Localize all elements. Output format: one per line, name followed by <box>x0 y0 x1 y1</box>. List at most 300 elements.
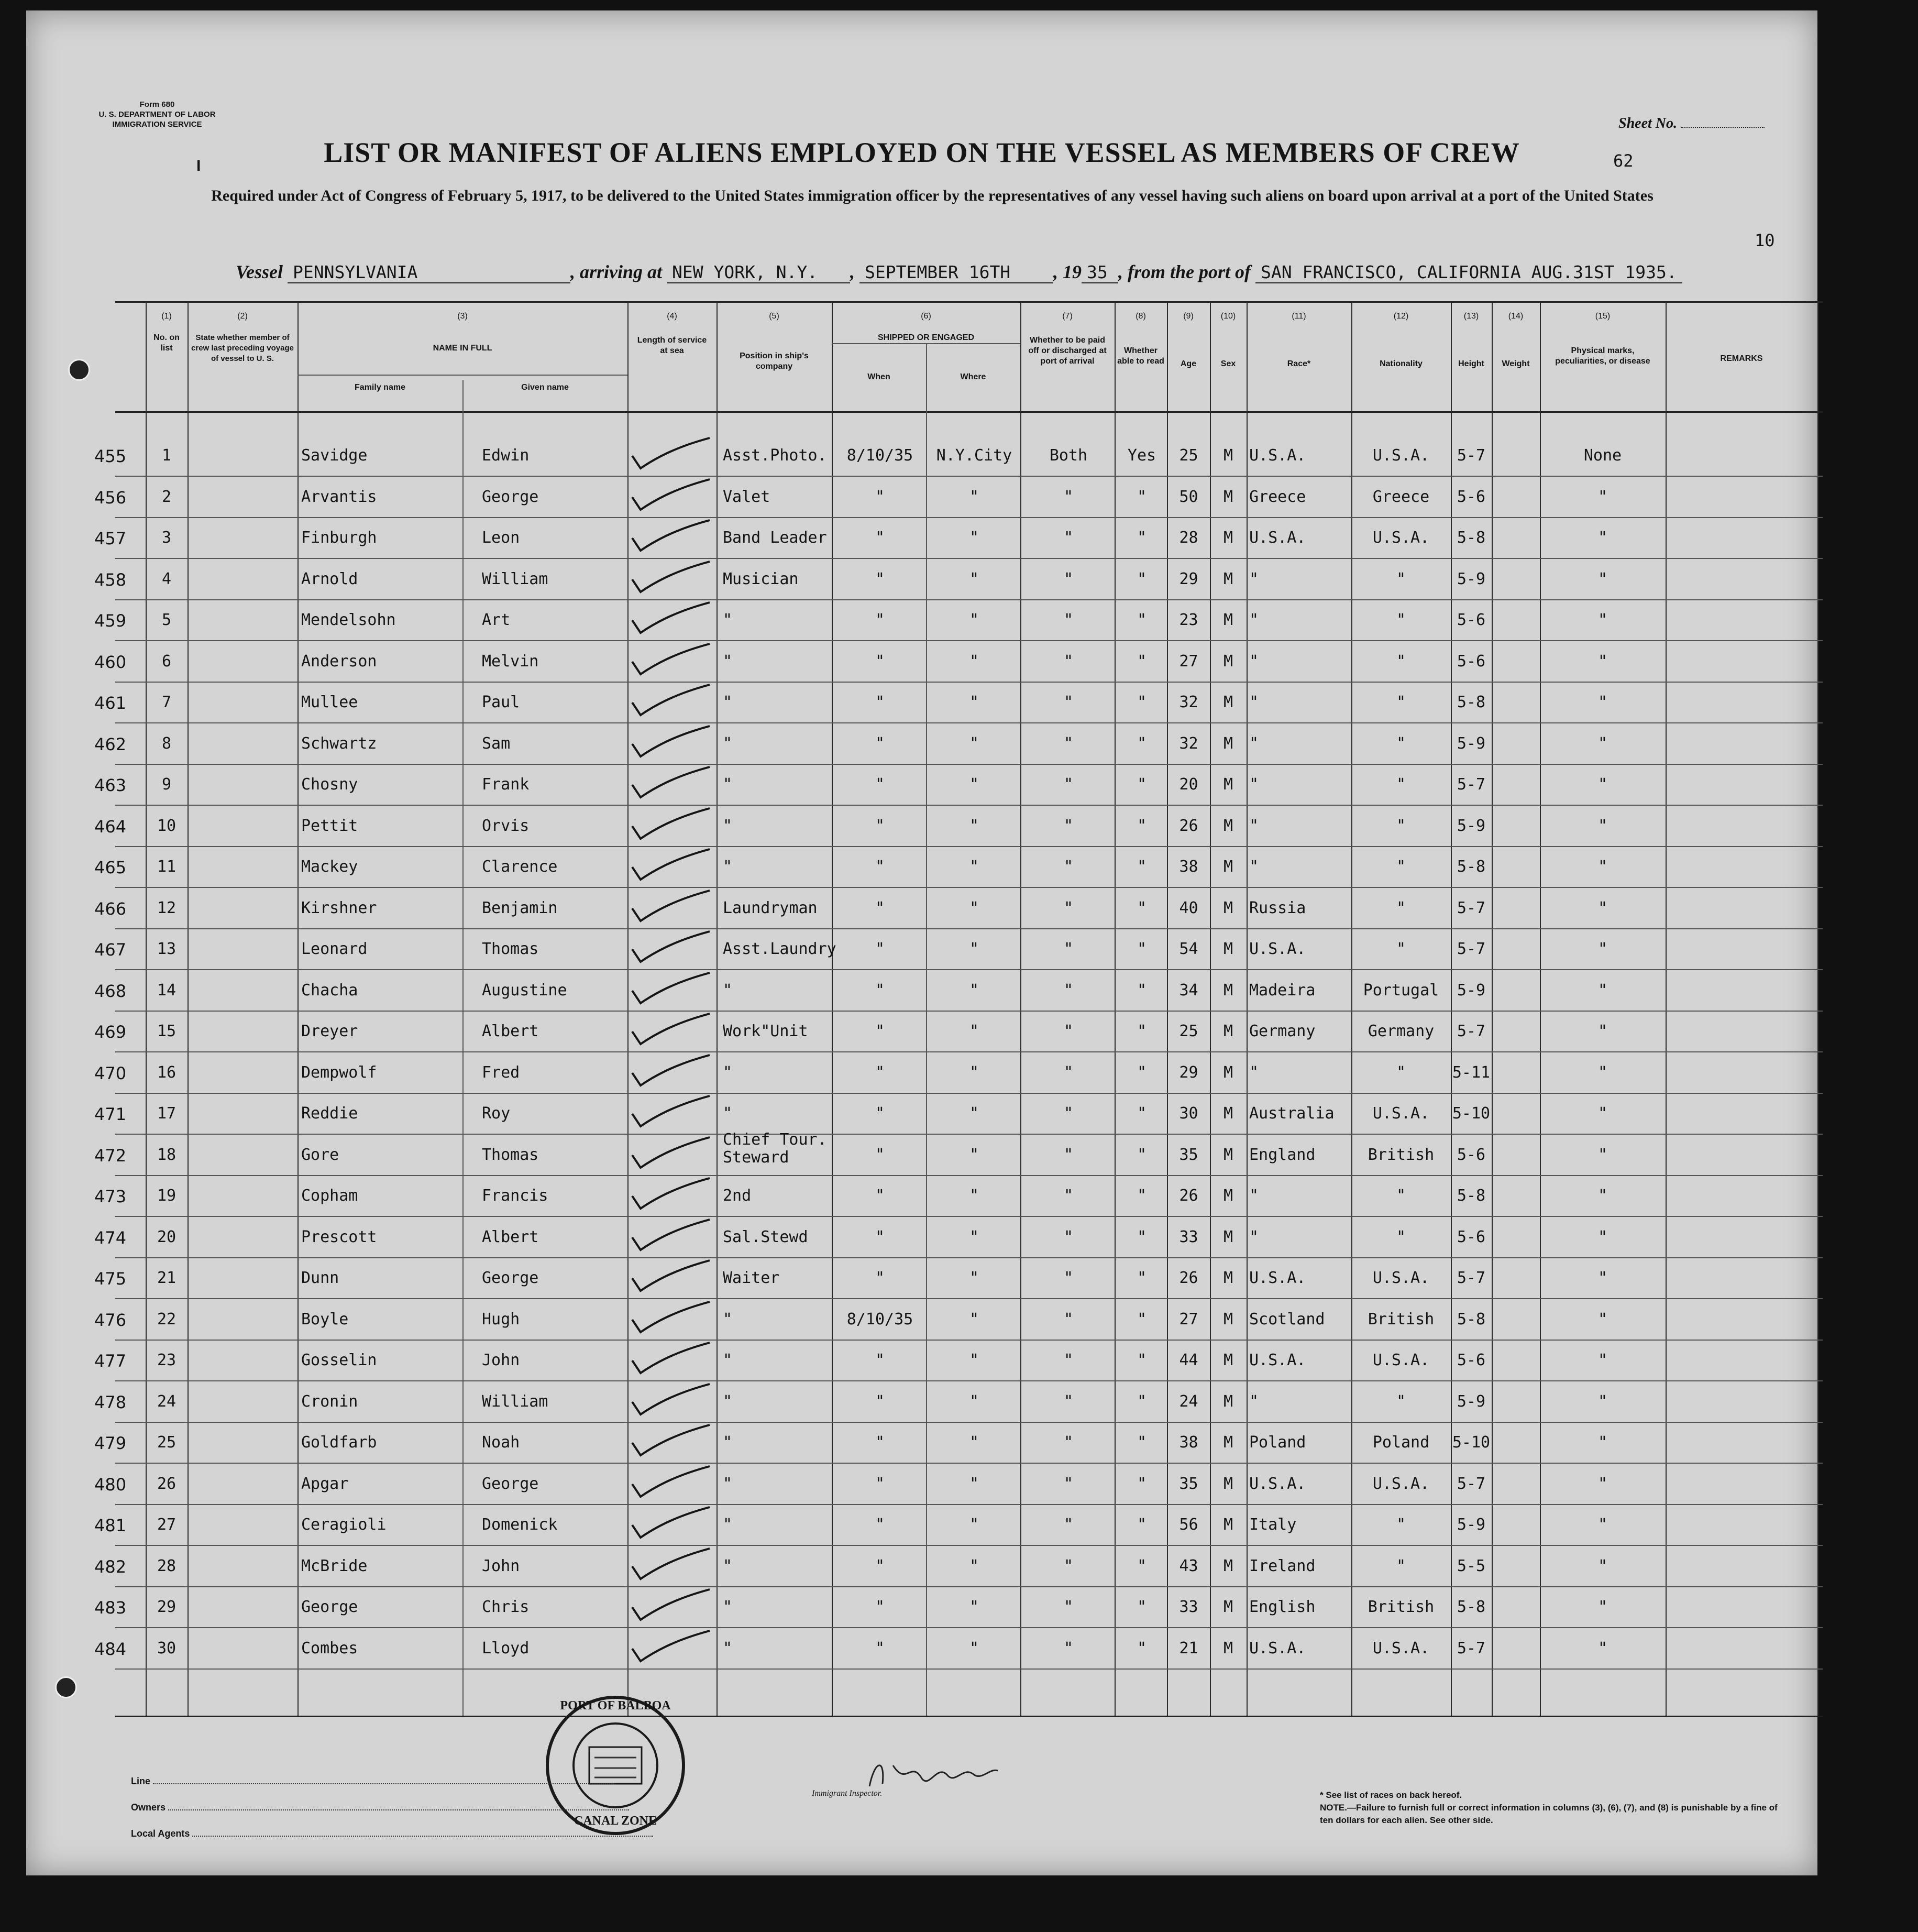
cell-marks: " <box>1597 1269 1608 1287</box>
col-15-label: Physical marks, peculiarities, or disease <box>1555 346 1650 366</box>
cell-age: 21 <box>1179 1639 1198 1657</box>
cell-family: Gore <box>301 1145 339 1164</box>
manifest-number: 476 <box>94 1310 127 1330</box>
cell-n: 13 <box>157 940 177 958</box>
cell-family: Cronin <box>301 1392 358 1411</box>
cell-family: Prescott <box>301 1227 377 1246</box>
cell-sex: M <box>1223 693 1233 711</box>
cell-n: 14 <box>157 981 177 1000</box>
cell-n: 23 <box>157 1351 177 1369</box>
cell-n: 30 <box>157 1639 177 1657</box>
cell-read: " <box>1137 981 1147 1000</box>
manifest-number: 470 <box>94 1063 127 1083</box>
cell-height: 5-9 <box>1457 981 1486 1000</box>
cell-when: " <box>875 940 885 958</box>
cell-nat: " <box>1396 1516 1406 1534</box>
cell-height: 5-9 <box>1457 569 1486 588</box>
check-mark <box>626 1629 715 1665</box>
cell-marks: " <box>1597 487 1608 506</box>
cell-marks: " <box>1597 734 1608 753</box>
col-7-label: Whether to be paid off or discharged at port of arrival <box>1028 336 1107 366</box>
cell-nat: " <box>1396 816 1406 835</box>
check-mark <box>626 600 715 637</box>
cell-nat: " <box>1396 1556 1406 1575</box>
manifest-number: 482 <box>94 1556 127 1577</box>
cell-n: 1 <box>161 446 172 465</box>
cell-marks: " <box>1597 611 1608 629</box>
cell-marks: " <box>1597 529 1608 547</box>
cell-paid: " <box>1063 1556 1074 1575</box>
col-4-label: Length of service at sea <box>637 336 707 355</box>
cell-nat: " <box>1396 611 1406 629</box>
cell-pos: " <box>723 1063 733 1082</box>
cell-nat: Poland <box>1372 1433 1430 1452</box>
cell-pos: " <box>723 1598 733 1616</box>
cell-given: Thomas <box>482 940 539 958</box>
cell-given: Domenick <box>482 1516 558 1534</box>
col-9-label: Age <box>1180 359 1197 368</box>
manifest-number: 457 <box>94 529 127 548</box>
cell-when: " <box>875 1145 885 1164</box>
cell-age: 54 <box>1179 940 1198 958</box>
cell-height: 5-10 <box>1452 1433 1491 1452</box>
cell-age: 23 <box>1179 611 1198 629</box>
cell-sex: M <box>1223 940 1233 958</box>
table-row <box>94 476 1823 518</box>
table-row <box>94 805 1823 847</box>
note-races: * See list of races on back hereof. <box>1320 1790 1462 1800</box>
cell-sex: M <box>1223 1556 1233 1575</box>
line-blank <box>153 1783 614 1784</box>
cell-race: " <box>1249 652 1259 671</box>
cell-read: " <box>1137 816 1147 835</box>
page-title: LIST OR MANIFEST OF ALIENS EMPLOYED ON THE VESSEL AS MEMBERS OF CREW <box>324 137 1520 168</box>
table-row <box>94 682 1823 723</box>
cell-nat: Portugal <box>1363 981 1439 1000</box>
cell-race: " <box>1249 1227 1259 1246</box>
cell-height: 5-9 <box>1457 734 1486 753</box>
cell-given: Lloyd <box>482 1639 530 1657</box>
cell-pos: " <box>723 1104 733 1123</box>
cell-paid: " <box>1063 1351 1074 1369</box>
table-row <box>94 558 1823 600</box>
cell-nat: U.S.A. <box>1372 1474 1430 1493</box>
col-9-num: (9) <box>1183 312 1194 321</box>
check-mark <box>626 642 715 678</box>
cell-n: 12 <box>157 898 177 917</box>
check-mark <box>626 806 715 843</box>
cell-family: Ceragioli <box>301 1516 387 1534</box>
col-1-label: No. on list <box>153 333 180 353</box>
cell-family: Schwartz <box>301 734 377 753</box>
cell-race: Poland <box>1249 1433 1306 1452</box>
cell-paid: " <box>1063 611 1074 629</box>
manifest-number: 479 <box>94 1433 127 1453</box>
cell-sex: M <box>1223 1392 1233 1411</box>
cell-race: English <box>1249 1598 1316 1616</box>
cell-height: 5-5 <box>1457 1556 1486 1575</box>
table-row <box>94 1299 1823 1340</box>
cell-family: Mendelsohn <box>301 611 396 629</box>
cell-when: " <box>875 611 885 629</box>
cell-nat: " <box>1396 858 1406 876</box>
manifest-number: 472 <box>94 1145 127 1166</box>
cell-n: 15 <box>157 1022 177 1040</box>
cell-marks: " <box>1597 1310 1608 1329</box>
cell-race: " <box>1249 1392 1259 1411</box>
cell-age: 28 <box>1179 529 1198 547</box>
sheet-blank <box>1681 127 1765 128</box>
agents-field <box>131 1828 653 1839</box>
cell-family: Anderson <box>301 652 377 671</box>
cell-paid: " <box>1063 652 1074 671</box>
cell-family: Mullee <box>301 693 358 711</box>
cell-height: 5-8 <box>1457 693 1486 711</box>
cell-sex: M <box>1223 1598 1233 1616</box>
cell-pos: " <box>723 693 733 711</box>
cell-pos: " <box>723 1392 733 1411</box>
cell-marks: " <box>1597 1104 1608 1123</box>
check-mark <box>626 1341 715 1377</box>
cell-n: 8 <box>161 734 172 753</box>
check-mark <box>626 477 715 514</box>
cell-when: " <box>875 1598 885 1616</box>
cell-given: Frank <box>482 775 530 794</box>
cell-n: 19 <box>157 1187 177 1205</box>
col-2-label: State whether member of crew last preceding voyage of vessel to U. S. <box>191 333 294 363</box>
cell-where: " <box>969 1063 979 1082</box>
stamp-bottom: CANAL ZONE <box>574 1814 657 1828</box>
cell-nat: British <box>1368 1598 1435 1616</box>
cell-height: 5-6 <box>1457 1351 1486 1369</box>
col-6-when: When <box>867 372 890 381</box>
cell-n: 2 <box>161 487 172 506</box>
cell-read: " <box>1137 1516 1147 1534</box>
cell-nat: British <box>1368 1310 1435 1329</box>
cell-where: " <box>969 775 979 794</box>
cell-sex: M <box>1223 652 1233 671</box>
cell-sex: M <box>1223 1187 1233 1205</box>
cell-when: " <box>875 816 885 835</box>
table-row <box>94 517 1823 558</box>
cell-family: Gosselin <box>301 1351 377 1369</box>
cell-given: Thomas <box>482 1145 539 1164</box>
col-10-label: Sex <box>1220 359 1236 368</box>
manifest-number: 469 <box>94 1022 127 1042</box>
agents-blank <box>192 1836 653 1837</box>
cell-paid: " <box>1063 816 1074 835</box>
service: IMMIGRATION SERVICE <box>112 120 202 129</box>
cell-family: Finburgh <box>301 529 377 547</box>
cell-pos: " <box>723 858 733 876</box>
cell-height: 5-7 <box>1457 1269 1486 1287</box>
cell-race: Greece <box>1249 487 1306 506</box>
cell-n: 5 <box>161 611 172 629</box>
manifest-number: 471 <box>94 1104 127 1124</box>
cell-paid: " <box>1063 487 1074 506</box>
cell-read: " <box>1137 898 1147 917</box>
cell-paid: " <box>1063 1639 1074 1657</box>
cell-where: " <box>969 652 979 671</box>
cell-where: " <box>969 981 979 1000</box>
cell-n: 16 <box>157 1063 177 1082</box>
cell-when: " <box>875 1392 885 1411</box>
cell-height: 5-7 <box>1457 1022 1486 1040</box>
cell-age: 26 <box>1179 1269 1198 1287</box>
cell-given: John <box>482 1351 520 1369</box>
cell-sex: M <box>1223 1310 1233 1329</box>
cell-where: " <box>969 487 979 506</box>
cell-marks: " <box>1597 898 1608 917</box>
cell-family: Boyle <box>301 1310 349 1329</box>
owners-field <box>131 1802 629 1813</box>
cell-n: 3 <box>161 529 172 547</box>
cell-sex: M <box>1223 1474 1233 1493</box>
cell-race: U.S.A. <box>1249 1474 1306 1493</box>
cell-read: " <box>1137 1433 1147 1452</box>
arrival-date: SEPTEMBER 16TH <box>859 262 1053 283</box>
cell-read: Yes <box>1127 446 1156 465</box>
col-1-num: (1) <box>161 312 172 321</box>
cell-height: 5-7 <box>1457 940 1486 958</box>
cell-where: " <box>969 611 979 629</box>
cell-paid: " <box>1063 693 1074 711</box>
col-3-num: (3) <box>457 312 468 321</box>
cell-pos: Asst.Laundry <box>723 940 836 958</box>
cell-marks: " <box>1597 981 1608 1000</box>
cell-nat: " <box>1396 569 1406 588</box>
cell-where: " <box>969 1433 979 1452</box>
cell-height: 5-7 <box>1457 775 1486 794</box>
cell-given: Albert <box>482 1227 539 1246</box>
cell-sex: M <box>1223 446 1233 465</box>
cell-where: " <box>969 1269 979 1287</box>
agents-label: Local Agents <box>131 1828 190 1839</box>
cell-read: " <box>1137 858 1147 876</box>
cell-pos: Sal.Stewd <box>723 1227 808 1246</box>
cell-sex: M <box>1223 1351 1233 1369</box>
cell-n: 20 <box>157 1227 177 1246</box>
cell-read: " <box>1137 693 1147 711</box>
sheet-number: 62 <box>1613 151 1634 171</box>
cell-pos: " <box>723 775 733 794</box>
cell-height: 5-7 <box>1457 1474 1486 1493</box>
cell-marks: " <box>1597 1598 1608 1616</box>
manifest-number: 466 <box>94 898 127 919</box>
page-subtitle: Required under Act of Congress of February 5, 1917, to be delivered to the United States immigration officer by the representatives of any vessel having such aliens on board upon arrival at a port of the United States <box>211 187 1654 204</box>
cell-when: " <box>875 1063 885 1082</box>
cell-paid: Both <box>1049 446 1088 465</box>
cell-paid: " <box>1063 858 1074 876</box>
cell-height: 5-10 <box>1452 1104 1491 1123</box>
cell-when: 8/10/35 <box>846 446 913 465</box>
cell-marks: " <box>1597 1392 1608 1411</box>
cell-where: " <box>969 734 979 753</box>
cell-when: " <box>875 487 885 506</box>
manifest-number: 474 <box>94 1227 127 1248</box>
cell-n: 9 <box>161 775 172 794</box>
cell-read: " <box>1137 529 1147 547</box>
cell-given: Benjamin <box>482 898 558 917</box>
cell-n: 21 <box>157 1269 177 1287</box>
cell-read: " <box>1137 487 1147 506</box>
cell-where: " <box>969 529 979 547</box>
cell-height: 5-11 <box>1452 1063 1491 1082</box>
cell-family: Apgar <box>301 1474 349 1493</box>
cell-nat: U.S.A. <box>1372 1104 1430 1123</box>
line-label: Line <box>131 1776 151 1786</box>
cell-age: 30 <box>1179 1104 1198 1123</box>
col-8-num: (8) <box>1136 312 1146 321</box>
table-row <box>94 1130 1823 1176</box>
col-12-num: (12) <box>1393 312 1409 321</box>
cell-sex: M <box>1223 816 1233 835</box>
manifest-number: 484 <box>94 1639 127 1659</box>
col-7-num: (7) <box>1062 312 1073 321</box>
cell-when: " <box>875 775 885 794</box>
cell-height: 5-8 <box>1457 1187 1486 1205</box>
cell-n: 28 <box>157 1556 177 1575</box>
cell-read: " <box>1137 1474 1147 1493</box>
cell-when: " <box>875 693 885 711</box>
cell-family: McBride <box>301 1556 368 1575</box>
cell-race: U.S.A. <box>1249 1351 1306 1369</box>
cell-sex: M <box>1223 1145 1233 1164</box>
cell-age: 27 <box>1179 652 1198 671</box>
table-row <box>94 1340 1823 1381</box>
col-2-num: (2) <box>237 312 248 321</box>
cell-marks: " <box>1597 693 1608 711</box>
cell-age: 24 <box>1179 1392 1198 1411</box>
sheet-label-text: Sheet No. <box>1618 115 1677 131</box>
cell-paid: " <box>1063 1104 1074 1123</box>
cell-marks: " <box>1597 1556 1608 1575</box>
grid-bottom-rule <box>115 1716 1823 1717</box>
cell-read: " <box>1137 1392 1147 1411</box>
col-3-family: Family name <box>355 383 405 392</box>
cell-given: Edwin <box>482 446 530 465</box>
cell-nat: " <box>1396 1227 1406 1246</box>
cell-given: Sam <box>482 734 511 753</box>
cell-height: 5-8 <box>1457 1310 1486 1329</box>
manifest-number: 455 <box>94 446 127 466</box>
manifest-number: 480 <box>94 1474 127 1495</box>
cell-height: 5-7 <box>1457 898 1486 917</box>
cell-when: " <box>875 1516 885 1534</box>
cell-given: George <box>482 1269 539 1287</box>
cell-race: " <box>1249 734 1259 753</box>
col-14-label: Weight <box>1502 359 1530 368</box>
col-3-subrule <box>297 375 627 376</box>
cell-when: " <box>875 981 885 1000</box>
check-mark <box>626 724 715 761</box>
cell-given: Leon <box>482 529 520 547</box>
check-mark <box>626 888 715 925</box>
cell-pos: " <box>723 734 733 753</box>
cell-marks: " <box>1597 775 1608 794</box>
cell-where: " <box>969 569 979 588</box>
manifest-number: 460 <box>94 652 127 672</box>
col-13-label: Height <box>1458 359 1484 368</box>
col-6-label: SHIPPED OR ENGAGED <box>877 333 975 342</box>
cell-paid: " <box>1063 1392 1074 1411</box>
col-5-label: Position in ship's company <box>740 352 809 371</box>
check-mark <box>626 971 715 1007</box>
cell-n: 25 <box>157 1433 177 1452</box>
cell-pos: Laundryman <box>723 898 818 917</box>
cell-read: " <box>1137 1639 1147 1657</box>
cell-race: " <box>1249 1063 1259 1082</box>
departure-port: SAN FRANCISCO, CALIFORNIA AUG.31ST 1935. <box>1255 262 1682 283</box>
col-6-subrule <box>832 343 1020 344</box>
cell-n: 18 <box>157 1145 177 1164</box>
cell-read: " <box>1137 1145 1147 1164</box>
check-mark <box>626 1176 715 1213</box>
note-fine: NOTE.—Failure to furnish full or correct information in columns (3), (6), (7), and (8) is punishable by a fine of ten dollars for each alien. See other side. <box>1320 1803 1778 1825</box>
cell-read: " <box>1137 1187 1147 1205</box>
cell-given: Art <box>482 611 511 629</box>
sheet-label <box>1618 115 1765 132</box>
cell-pos: " <box>723 1474 733 1493</box>
col-15-num: (15) <box>1595 312 1611 321</box>
manifest-number: 475 <box>94 1269 127 1289</box>
vessel-name: PENNSYLVANIA <box>288 262 570 283</box>
cell-marks: " <box>1597 858 1608 876</box>
manifest-number: 483 <box>94 1598 127 1618</box>
cell-race: U.S.A. <box>1249 529 1306 547</box>
cell-given: Francis <box>482 1187 548 1205</box>
cell-when: " <box>875 529 885 547</box>
manifest-number: 465 <box>94 858 127 877</box>
cell-sex: M <box>1223 775 1233 794</box>
cell-family: Dunn <box>301 1269 339 1287</box>
manifest-number: 461 <box>94 693 127 713</box>
cell-pos: Musician <box>723 569 799 588</box>
cell-where: " <box>969 816 979 835</box>
cell-paid: " <box>1063 981 1074 1000</box>
cell-marks: " <box>1597 1227 1608 1246</box>
cell-family: Chosny <box>301 775 358 794</box>
cell-age: 29 <box>1179 569 1198 588</box>
cell-read: " <box>1137 652 1147 671</box>
cell-n: 22 <box>157 1310 177 1329</box>
cell-pos: " <box>723 816 733 835</box>
manifest-number: 468 <box>94 981 127 1001</box>
cell-pos: " <box>723 1351 733 1369</box>
check-mark <box>626 1464 715 1501</box>
manifest-number: 478 <box>94 1392 127 1412</box>
from-label: from the port of <box>1128 261 1251 282</box>
cell-pos: " <box>723 652 733 671</box>
cell-nat: U.S.A. <box>1372 1351 1430 1369</box>
cell-family: Leonard <box>301 940 368 958</box>
cell-nat: " <box>1396 1392 1406 1411</box>
manifest-number: 462 <box>94 734 127 754</box>
cell-nat: " <box>1396 734 1406 753</box>
table-row <box>94 1628 1823 1669</box>
cell-sex: M <box>1223 1227 1233 1246</box>
manifest-number: 464 <box>94 816 127 837</box>
year-prefix: 19 <box>1063 261 1082 282</box>
cell-paid: " <box>1063 1516 1074 1534</box>
cell-when: " <box>875 1187 885 1205</box>
cell-age: 27 <box>1179 1310 1198 1329</box>
table-row <box>94 641 1823 682</box>
table-row <box>94 887 1823 929</box>
cell-when: " <box>875 569 885 588</box>
col-10-num: (10) <box>1220 312 1236 321</box>
manifest-number: 473 <box>94 1187 127 1206</box>
